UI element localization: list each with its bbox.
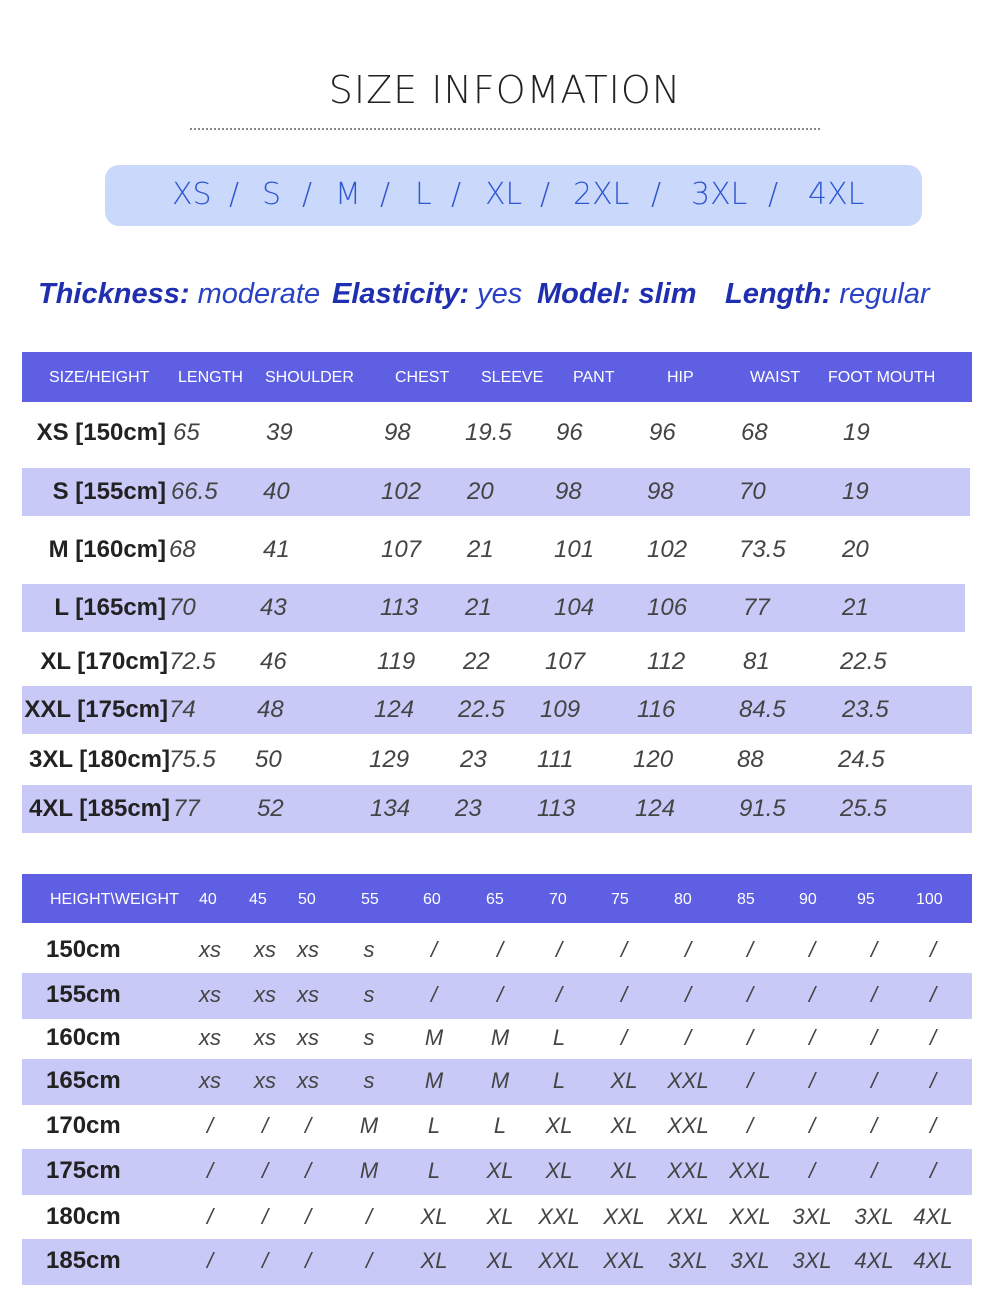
- row-label: 165cm: [46, 1067, 121, 1094]
- table-cell: L: [552, 1068, 566, 1093]
- table-cell: /: [620, 937, 628, 962]
- table-cell: /: [746, 1025, 754, 1050]
- table-cell: /: [496, 937, 504, 962]
- table-cell: 21: [842, 594, 869, 621]
- table-cell: /: [870, 1113, 878, 1138]
- table-cell: /: [430, 937, 438, 962]
- size-separator: /: [380, 177, 391, 212]
- column-header: 100: [916, 891, 943, 908]
- table-cell: 70: [169, 594, 196, 621]
- column-header: 95: [857, 891, 875, 908]
- table-cell: xs: [199, 1068, 221, 1093]
- table-cell: xs: [199, 937, 221, 962]
- table-cell: 52: [257, 795, 284, 822]
- table-cell: 22.5: [840, 648, 887, 675]
- size-option: L: [415, 177, 432, 212]
- table-cell: 21: [467, 536, 494, 563]
- table-cell: XXL: [667, 1204, 709, 1229]
- table-cell: s: [363, 1025, 375, 1050]
- table-cell: 40: [263, 478, 290, 505]
- attribute-key: Length:: [725, 278, 832, 310]
- table-cell: /: [555, 982, 563, 1007]
- table-cell: XL: [545, 1113, 573, 1138]
- size-option: 4XL: [808, 177, 865, 212]
- table-cell: XL: [420, 1204, 448, 1229]
- row-label: 160cm: [46, 1024, 121, 1051]
- table-cell: 102: [381, 478, 422, 505]
- size-separator: /: [768, 177, 779, 212]
- attribute-value: regular: [839, 278, 930, 310]
- table-cell: /: [365, 1248, 373, 1273]
- table-cell: 116: [637, 696, 676, 723]
- table-cell: xs: [254, 937, 276, 962]
- attribute-key: Thickness:: [38, 278, 190, 310]
- table-cell: 3XL: [668, 1248, 708, 1273]
- table-cell: 50: [255, 746, 282, 773]
- size-option: 2XL: [573, 177, 630, 212]
- table-cell: XXL: [729, 1158, 771, 1183]
- table-row: [22, 468, 970, 516]
- table-cell: xs: [297, 937, 319, 962]
- column-header: LENGTH: [178, 369, 243, 386]
- table-cell: 20: [842, 536, 869, 563]
- table-cell: XL: [610, 1158, 638, 1183]
- table-cell: xs: [254, 1025, 276, 1050]
- table-cell: 102: [647, 536, 688, 563]
- table-cell: 77: [173, 795, 200, 822]
- table-cell: 22: [463, 648, 490, 675]
- table-cell: 124: [635, 795, 676, 822]
- table-cell: 19: [843, 419, 870, 446]
- table-cell: 72.5: [169, 648, 216, 675]
- column-header: SHOULDER: [265, 369, 354, 386]
- table-cell: 41: [263, 536, 290, 563]
- column-header: CHEST: [395, 369, 450, 386]
- table-cell: /: [929, 1113, 937, 1138]
- table-cell: /: [808, 1068, 816, 1093]
- table-row: [22, 409, 972, 457]
- table-cell: 3XL: [792, 1248, 832, 1273]
- table-row: [22, 736, 972, 784]
- table-cell: /: [304, 1113, 312, 1138]
- table-row: [22, 526, 972, 574]
- table-cell: XL: [610, 1068, 638, 1093]
- table-cell: /: [620, 982, 628, 1007]
- table-row: [22, 686, 972, 734]
- table-cell: /: [808, 937, 816, 962]
- table-cell: 23: [455, 795, 482, 822]
- table-cell: xs: [254, 982, 276, 1007]
- size-option: M: [335, 177, 361, 212]
- row-label: 185cm: [46, 1247, 121, 1274]
- table-cell: M: [359, 1113, 379, 1138]
- page-title: SIZE INFOMATION: [328, 68, 682, 112]
- size-option: XS: [172, 177, 212, 212]
- table-cell: 74: [169, 696, 196, 723]
- table-cell: XXL: [729, 1204, 771, 1229]
- column-header: HIP: [667, 369, 694, 386]
- row-label: 150cm: [46, 936, 121, 963]
- table-cell: /: [684, 1025, 692, 1050]
- table-cell: 4XL: [913, 1248, 953, 1273]
- table-cell: 73.5: [739, 536, 786, 563]
- attribute-value: moderate: [197, 278, 321, 310]
- table-cell: /: [304, 1158, 312, 1183]
- size-separator: /: [302, 177, 313, 212]
- table-cell: /: [808, 1025, 816, 1050]
- table-cell: /: [808, 982, 816, 1007]
- table-cell: /: [261, 1158, 269, 1183]
- row-label: M [160cm]: [48, 536, 166, 563]
- table-cell: 91.5: [739, 795, 786, 822]
- attribute-item: [38, 278, 320, 311]
- table-row: [22, 928, 972, 974]
- table-cell: /: [261, 1204, 269, 1229]
- table-cell: /: [206, 1248, 214, 1273]
- table-cell: XXL: [603, 1248, 645, 1273]
- table-cell: xs: [297, 1025, 319, 1050]
- column-header: 60: [423, 891, 441, 908]
- column-header: 75: [611, 891, 629, 908]
- row-label: XS [150cm]: [36, 419, 166, 446]
- table-cell: XL: [486, 1248, 514, 1273]
- table-row: [22, 638, 972, 686]
- table-cell: 101: [554, 536, 595, 563]
- attribute-item: [725, 278, 930, 311]
- attribute-item: [537, 278, 697, 311]
- table-cell: XXL: [603, 1204, 645, 1229]
- table-cell: 112: [647, 648, 686, 675]
- table-cell: /: [808, 1158, 816, 1183]
- table-cell: /: [746, 982, 754, 1007]
- table-cell: XL: [486, 1204, 514, 1229]
- attribute-value: yes: [477, 278, 523, 310]
- table-cell: /: [206, 1158, 214, 1183]
- attribute-item: [332, 278, 522, 311]
- table-cell: /: [684, 982, 692, 1007]
- table-cell: 107: [545, 648, 586, 675]
- table-cell: 120: [633, 746, 674, 773]
- column-header: 80: [674, 891, 692, 908]
- table-cell: XXL: [667, 1068, 709, 1093]
- size-separator: /: [540, 177, 551, 212]
- table-cell: /: [746, 1068, 754, 1093]
- table-cell: 22.5: [458, 696, 505, 723]
- column-header: 90: [799, 891, 817, 908]
- table-row: [22, 1104, 972, 1150]
- table-cell: /: [261, 1248, 269, 1273]
- table-cell: xs: [297, 982, 319, 1007]
- table-cell: 98: [647, 478, 674, 505]
- row-label: 180cm: [46, 1203, 121, 1230]
- table-cell: 19.5: [465, 419, 512, 446]
- table-cell: XL: [610, 1113, 638, 1138]
- table-cell: 23: [460, 746, 487, 773]
- column-header: SLEEVE: [481, 369, 544, 386]
- column-header: WAIST: [750, 369, 801, 386]
- table-cell: /: [304, 1248, 312, 1273]
- table-cell: s: [363, 937, 375, 962]
- table-row: [22, 785, 972, 833]
- table-row: [22, 973, 972, 1019]
- table-cell: 70: [739, 478, 766, 505]
- table-cell: 98: [555, 478, 582, 505]
- table-cell: 24.5: [838, 746, 885, 773]
- table-cell: /: [870, 1158, 878, 1183]
- column-header: 70: [549, 891, 567, 908]
- table-cell: /: [870, 1068, 878, 1093]
- row-label: L [165cm]: [54, 594, 166, 621]
- table-cell: /: [870, 982, 878, 1007]
- table-cell: M: [424, 1025, 444, 1050]
- table-cell: 134: [370, 795, 411, 822]
- table-row: [22, 1195, 972, 1241]
- table-cell: s: [363, 982, 375, 1007]
- row-label: XXL [175cm]: [24, 696, 168, 723]
- table-cell: 48: [257, 696, 284, 723]
- table-cell: 109: [540, 696, 581, 723]
- row-label: 4XL [185cm]: [29, 795, 170, 822]
- table-cell: 111: [537, 746, 574, 773]
- table-cell: xs: [297, 1068, 319, 1093]
- column-header: SIZE/HEIGHT: [49, 369, 150, 386]
- table-cell: 113: [537, 795, 576, 822]
- table-cell: 68: [741, 419, 768, 446]
- table-cell: 68: [169, 536, 196, 563]
- table-row: [22, 584, 965, 632]
- table-cell: M: [490, 1068, 510, 1093]
- table-cell: L: [427, 1113, 441, 1138]
- table-row: [22, 1239, 972, 1285]
- table-cell: /: [365, 1204, 373, 1229]
- table-cell: 106: [647, 594, 688, 621]
- table-cell: 84.5: [739, 696, 786, 723]
- table-cell: 39: [266, 419, 293, 446]
- table-cell: xs: [199, 982, 221, 1007]
- table-cell: 20: [467, 478, 494, 505]
- attribute-key: Elasticity:: [332, 278, 469, 310]
- table-cell: 46: [260, 648, 287, 675]
- table-cell: 4XL: [913, 1204, 953, 1229]
- column-header: 55: [361, 891, 379, 908]
- table-cell: 124: [374, 696, 415, 723]
- table-cell: /: [206, 1204, 214, 1229]
- column-header: 50: [298, 891, 316, 908]
- table-cell: 75.5: [169, 746, 216, 773]
- attribute-key: Model: slim: [537, 278, 697, 310]
- size-separator: /: [651, 177, 662, 212]
- row-label: S [155cm]: [52, 478, 166, 505]
- row-label: XL [170cm]: [40, 648, 168, 675]
- table-cell: /: [620, 1025, 628, 1050]
- table-cell: /: [746, 937, 754, 962]
- table-cell: /: [929, 1068, 937, 1093]
- table-cell: /: [746, 1113, 754, 1138]
- table-cell: 98: [384, 419, 411, 446]
- size-option: 3XL: [691, 177, 748, 212]
- table-cell: /: [206, 1113, 214, 1138]
- table-cell: 66.5: [171, 478, 218, 505]
- table-cell: XXL: [667, 1158, 709, 1183]
- size-table-header: [22, 352, 972, 402]
- column-header: 45: [249, 891, 267, 908]
- table-cell: /: [870, 937, 878, 962]
- column-header: 40: [199, 891, 217, 908]
- table-cell: XXL: [538, 1204, 580, 1229]
- table-cell: 23.5: [842, 696, 889, 723]
- column-header: HEIGHT\WEIGHT: [50, 891, 179, 908]
- table-cell: 19: [842, 478, 869, 505]
- size-separator: /: [229, 177, 240, 212]
- table-cell: /: [808, 1113, 816, 1138]
- table-cell: /: [304, 1204, 312, 1229]
- attributes-row: [0, 278, 1000, 318]
- table-cell: 3XL: [730, 1248, 770, 1273]
- table-cell: s: [363, 1068, 375, 1093]
- table-cell: M: [359, 1158, 379, 1183]
- table-row: [22, 1059, 972, 1105]
- column-header: PANT: [573, 369, 615, 386]
- table-cell: xs: [199, 1025, 221, 1050]
- table-cell: XXL: [667, 1113, 709, 1138]
- table-cell: 96: [556, 419, 583, 446]
- table-cell: /: [430, 982, 438, 1007]
- table-cell: XL: [420, 1248, 448, 1273]
- column-header: FOOT MOUTH: [828, 369, 936, 386]
- title-divider: [190, 128, 820, 130]
- size-option: S: [262, 177, 282, 212]
- table-cell: 43: [260, 594, 287, 621]
- table-row: [22, 1149, 972, 1195]
- table-cell: XL: [486, 1158, 514, 1183]
- row-label: 170cm: [46, 1112, 121, 1139]
- size-separator: /: [451, 177, 462, 212]
- table-cell: 119: [377, 648, 416, 675]
- row-label: 3XL [180cm]: [29, 746, 170, 773]
- table-row: [22, 1016, 972, 1062]
- row-label: 175cm: [46, 1157, 121, 1184]
- table-cell: 88: [737, 746, 764, 773]
- table-cell: 21: [465, 594, 492, 621]
- table-cell: XXL: [538, 1248, 580, 1273]
- table-cell: M: [490, 1025, 510, 1050]
- table-cell: /: [929, 1025, 937, 1050]
- table-cell: /: [870, 1025, 878, 1050]
- table-cell: 3XL: [792, 1204, 832, 1229]
- table-cell: /: [929, 937, 937, 962]
- table-cell: 113: [380, 594, 419, 621]
- size-bar: [105, 165, 922, 226]
- column-header: 85: [737, 891, 755, 908]
- table-cell: 65: [173, 419, 200, 446]
- table-cell: /: [261, 1113, 269, 1138]
- table-cell: /: [929, 982, 937, 1007]
- table-cell: XL: [545, 1158, 573, 1183]
- weight-table-header: [22, 874, 972, 923]
- table-cell: 104: [554, 594, 595, 621]
- table-cell: /: [496, 982, 504, 1007]
- table-cell: /: [929, 1158, 937, 1183]
- table-cell: 81: [743, 648, 770, 675]
- table-cell: 96: [649, 419, 676, 446]
- table-cell: L: [493, 1113, 507, 1138]
- table-cell: 25.5: [840, 795, 887, 822]
- table-cell: 4XL: [854, 1248, 894, 1273]
- table-cell: L: [552, 1025, 566, 1050]
- row-label: 155cm: [46, 981, 121, 1008]
- column-header: 65: [486, 891, 504, 908]
- table-cell: 77: [743, 594, 770, 621]
- table-cell: xs: [254, 1068, 276, 1093]
- size-option: XL: [485, 177, 523, 212]
- table-cell: L: [427, 1158, 441, 1183]
- table-cell: 129: [369, 746, 410, 773]
- table-cell: 107: [381, 536, 422, 563]
- table-cell: /: [555, 937, 563, 962]
- table-cell: M: [424, 1068, 444, 1093]
- table-cell: 3XL: [854, 1204, 894, 1229]
- table-cell: /: [684, 937, 692, 962]
